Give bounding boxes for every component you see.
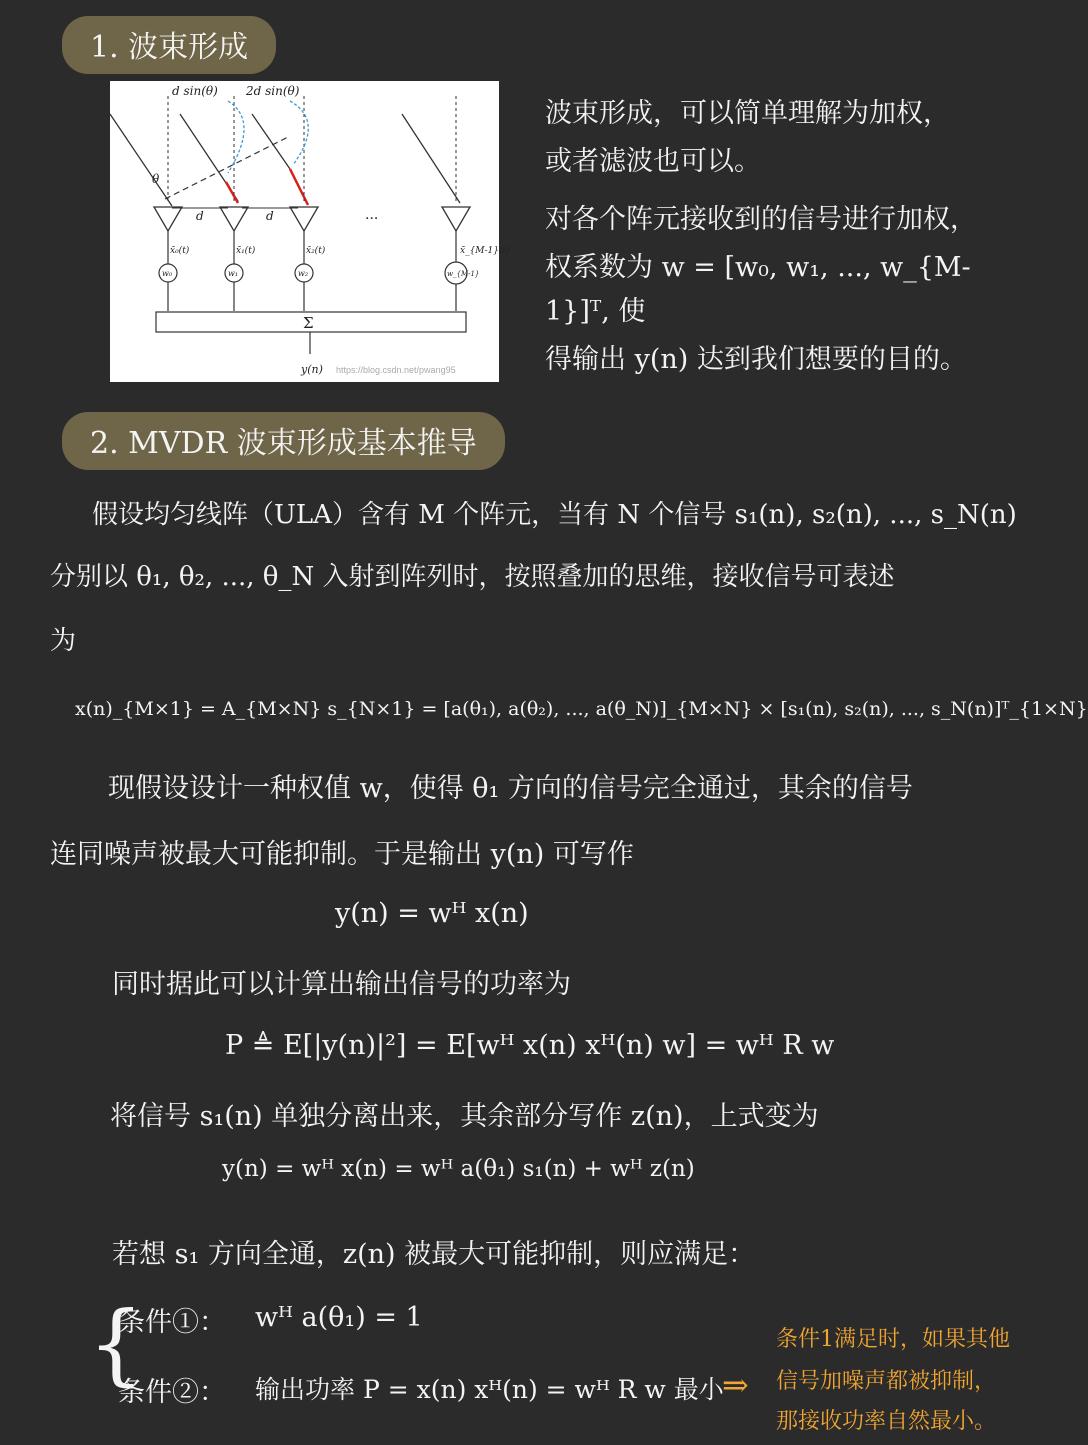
p1-line2: 分别以 θ₁, θ₂, ..., θ_N 入射到阵列时，按照叠加的思维，接收信号可表述: [50, 562, 895, 592]
condition-2-expr: 输出功率 P = x(n) xᴴ(n) = wᴴ R w 最小: [255, 1375, 724, 1404]
equation-1: x(n)_{M×1} = A_{M×N} s_{N×1} = [a(θ₁), a(θ₂), ..., a(θ_N)]_{M×N} × [s₁(n), s₂(n), ..., s_N(n)]ᵀ_{1×N}: [75, 698, 1088, 720]
intro-line5: 得输出 y(n) 达到我们想要的目的。: [545, 344, 967, 375]
p5-line1: 若想 s₁ 方向全通，z(n) 被最大可能抑制，则应满足：: [112, 1239, 756, 1270]
x1-label: x̃₁(t): [236, 246, 256, 256]
xm-label: x̃_{M-1}(t): [460, 246, 510, 256]
section1-title: 1. 波束形成: [62, 16, 276, 74]
equation-4: y(n) = wᴴ x(n) = wᴴ a(θ₁) s₁(n) + wᴴ z(n): [222, 1156, 695, 1182]
wm-label: w_{M-1}: [447, 270, 480, 278]
d-label-2: d: [266, 209, 274, 223]
theta-label: θ: [152, 172, 160, 186]
equation-2: y(n) = wᴴ x(n): [335, 898, 529, 929]
watermark: https://blog.csdn.net/pwang95: [336, 365, 456, 375]
p2-line1: 现假设设计一种权值 w，使得 θ₁ 方向的信号完全通过，其余的信号: [108, 773, 913, 804]
intro-line4: 权系数为 w = [w₀, w₁, ..., w_{M-1}]ᵀ, 使: [545, 252, 971, 327]
equation-3: P ≜ E[|y(n)|²] = E[wᴴ x(n) xᴴ(n) w] = wᴴ R w: [225, 1030, 835, 1061]
d-label-1: d: [196, 209, 204, 223]
path-diff-2d: [290, 169, 308, 205]
implies-arrow: ⇒: [722, 1366, 749, 1404]
w2-label: w₂: [298, 269, 309, 278]
section2-title: 2. MVDR 波束形成基本推导: [62, 412, 505, 470]
note-line3: 那接收功率自然最小。: [776, 1409, 997, 1434]
twodsin-label: 2d sin(θ): [246, 84, 300, 98]
intro-note: [545, 92, 1005, 382]
beamforming-diagram: [110, 81, 510, 382]
w1-label: w₁: [228, 269, 239, 278]
yn-label: y(n): [301, 363, 323, 376]
x0-label: x̃₀(t): [170, 246, 190, 256]
p1-line1: 假设均匀线阵（ULA）含有 M 个阵元，当有 N 个信号 s₁(n), s₂(n), ..., s_N(n): [92, 500, 1017, 530]
p4-line1: 将信号 s₁(n) 单独分离出来，其余部分写作 z(n)，上式变为: [110, 1101, 819, 1132]
dots-label: ···: [365, 211, 379, 227]
path-diff-d: [226, 182, 238, 203]
condition-2-label: 条件②：: [118, 1377, 226, 1408]
p1-line3: 为: [50, 626, 77, 656]
sigma-label: Σ: [303, 314, 314, 332]
intro-line2: 或者滤波也可以。: [545, 146, 761, 177]
x2-label: x̃₂(t): [306, 246, 326, 256]
intro-line3: 对各个阵元接收到的信号进行加权，: [545, 204, 977, 235]
p3-line1: 同时据此可以计算出输出信号的功率为: [112, 969, 571, 1000]
condition-1-expr: wᴴ a(θ₁) = 1: [255, 1302, 423, 1333]
note-line2: 信号加噪声都被抑制，: [776, 1369, 997, 1394]
w0-label: w₀: [162, 269, 173, 278]
note-line1: 条件1满足时，如果其他: [776, 1327, 1010, 1352]
condition-1-label: 条件①：: [118, 1307, 226, 1338]
intro-line1: 波束形成，可以简单理解为加权，: [545, 98, 950, 129]
p2-line2: 连同噪声被最大可能抑制。于是输出 y(n) 可写作: [50, 839, 634, 870]
brace: {: [88, 1292, 144, 1395]
dsin-label: d sin(θ): [172, 84, 218, 98]
